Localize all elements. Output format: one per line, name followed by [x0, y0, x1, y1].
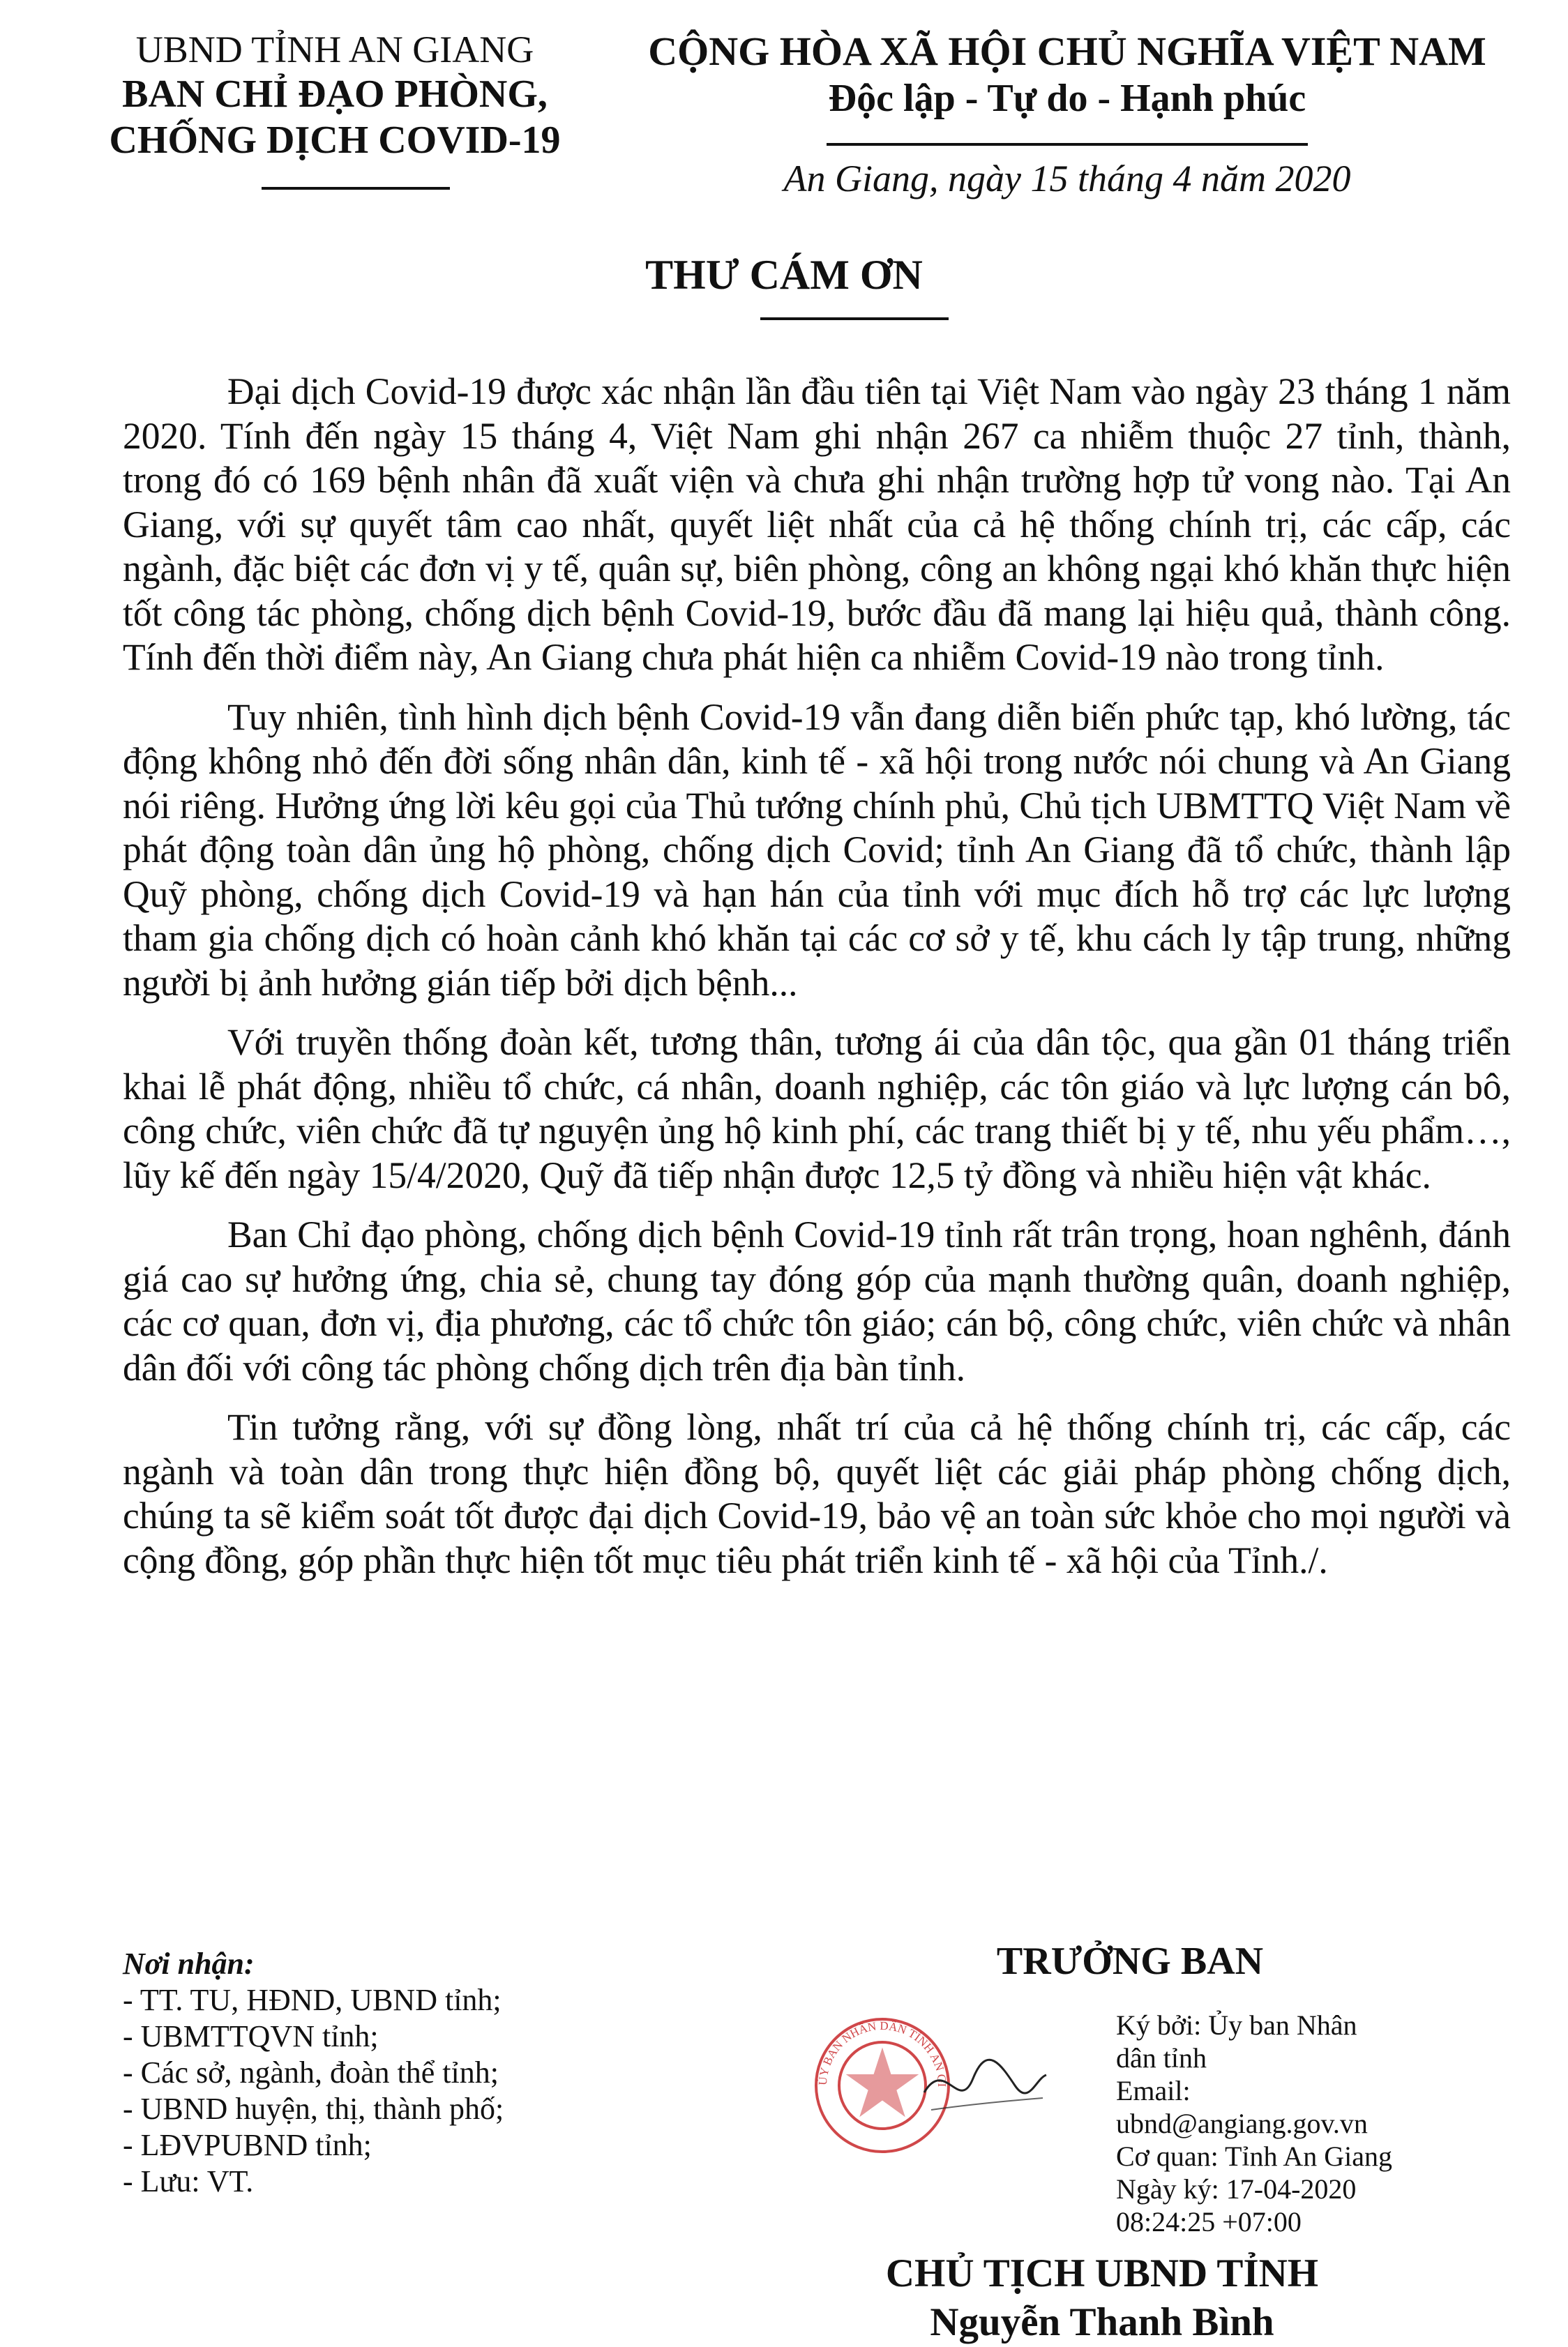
- sig-info-line: Ký bởi: Ủy ban Nhân: [1116, 2009, 1357, 2041]
- sig-info-line: Ngày ký: 17-04-2020: [1116, 2173, 1357, 2205]
- paragraph: Ban Chỉ đạo phòng, chống dịch bệnh Covid-19 tỉnh rất trân trọng, hoan nghênh, đánh giá cao sự hưởng ứng, chia sẻ, chung tay đóng góp của mạnh thường quân, doanh nghiệp, các cơ quan, đơn vị, địa phương, các tổ chức tôn giáo; cán bộ, công chức, viên chức và nhân dân đối với công tác phòng chống dịch trên địa bàn tỉnh.: [123, 1214, 1511, 1389]
- recipients-heading: Nơi nhận:: [123, 1947, 255, 1981]
- signer-role: TRƯỞNG BAN: [996, 1940, 1264, 1983]
- org-underline: [262, 187, 450, 190]
- national-header: [614, 28, 1521, 121]
- paragraph: Đại dịch Covid-19 được xác nhận lần đầu tiên tại Việt Nam vào ngày 23 tháng 1 năm 2020. Tính đến ngày 15 tháng 4, Việt Nam ghi nhận 267 ca nhiễm thuộc 27 tỉnh, thành, trong đó có 169 bệnh nhân đã xuất viện và chưa ghi nhận trường hợp tử vong nào. Tại An Giang, với sự quyết tâm cao nhất, quyết liệt nhất của cả hệ thống chính trị, các cấp, các ngành, đặc biệt các đơn vị y tế, quân sự, biên phòng, công an không ngại khó khăn thực hiện tốt công tác phòng, chống dịch bệnh Covid-19, bước đầu đã mang lại hiệu quả, thành công. Tính đến thời điểm này, An Giang chưa phát hiện ca nhiễm Covid-19 nào trong tỉnh.: [123, 370, 1511, 678]
- recipient-item: - TT. TU, HĐND, UBND tỉnh;: [123, 1983, 502, 2017]
- recipient-item: - Các sở, ngành, đoàn thể tỉnh;: [123, 2055, 499, 2090]
- recipients-block: [123, 1946, 751, 2200]
- recipient-item: - UBMTTQVN tỉnh;: [123, 2019, 379, 2053]
- document-date: An Giang, ngày 15 tháng 4 năm 2020: [783, 158, 1351, 199]
- letter-body: [123, 370, 1511, 1598]
- paragraph: Tuy nhiên, tình hình dịch bệnh Covid-19 vẫn đang diễn biến phức tạp, khó lường, tác động không nhỏ đến đời sống nhân dân, kinh tế - xã hội trong nước nói chung và An Giang nói riêng. Hưởng ứng lời kêu gọi của Thủ tướng chính phủ, Chủ tịch UBMTTQ Việt Nam về phát động toàn dân ủng hộ phòng, chống dịch Covid; tỉnh An Giang đã tổ chức, thành lập Quỹ phòng, chống dịch Covid-19 và hạn hán của tỉnh với mục đích hỗ trợ các lực lượng tham gia chống dịch có hoàn cảnh khó khăn tại các cơ sở y tế, khu cách ly tập trung, những người bị ảnh hưởng gián tiếp bởi dịch bệnh...: [123, 695, 1511, 1004]
- motto-underline: [827, 143, 1308, 146]
- org-line-3: CHỐNG DỊCH COVID-19: [109, 119, 561, 162]
- sig-info-line: Cơ quan: Tỉnh An Giang: [1116, 2141, 1392, 2172]
- sig-info-line: 08:24:25 +07:00: [1116, 2206, 1302, 2237]
- digital-signature-info: [1116, 2009, 1507, 2238]
- org-line-2: BAN CHỈ ĐẠO PHÒNG,: [122, 73, 548, 116]
- motto: Độc lập - Tự do - Hạnh phúc: [828, 77, 1306, 120]
- recipient-item: - LĐVPUBND tỉnh;: [123, 2128, 372, 2162]
- sig-info-line: ubnd@angiang.gov.vn: [1116, 2108, 1368, 2139]
- signer-name: Nguyễn Thanh Bình: [930, 2300, 1274, 2344]
- signer-block: [809, 2249, 1395, 2347]
- sig-info-line: dân tỉnh: [1116, 2042, 1207, 2074]
- title-underline: [760, 317, 949, 320]
- seal-stamp-icon: [806, 2009, 1057, 2169]
- signer-title: CHỦ TỊCH UBND TỈNH: [885, 2251, 1319, 2295]
- nation-name: CỘNG HÒA XÃ HỘI CHỦ NGHĨA VIỆT NAM: [648, 29, 1486, 74]
- recipient-item: - UBND huyện, thị, thành phố;: [123, 2092, 504, 2126]
- seal-text: ỦY BAN NHÂN DÂN TỈNH AN GI: [815, 2018, 949, 2088]
- recipient-item: - Lưu: VT.: [123, 2164, 254, 2198]
- paragraph: Tin tưởng rằng, với sự đồng lòng, nhất trí của cả hệ thống chính trị, các cấp, các ngành và toàn dân trong thực hiện đồng bộ, quyết liệt các giải pháp phòng chống dịch, chúng ta sẽ kiểm soát tốt được đại dịch Covid-19, bảo vệ an toàn sức khỏe cho mọi người và cộng đồng, góp phần thực hiện tốt mục tiêu phát triển kinh tế - xã hội của Tỉnh./.: [123, 1406, 1511, 1581]
- paragraph: Với truyền thống đoàn kết, tương thân, tương ái của dân tộc, qua gần 01 tháng triển khai lễ phát động, nhiều tổ chức, cá nhân, doanh nghiệp, các tôn giáo và lực lượng cán bô, công chức, viên chức đã tự nguyện ủng hộ kinh phí, các trang thiết bị y tế, nhu yếu phẩm…, lũy kế đến ngày 15/4/2020, Quỹ đã tiếp nhận được 12,5 tỷ đồng và nhiều hiện vật khác.: [123, 1021, 1511, 1196]
- sig-info-line: Email:: [1116, 2075, 1191, 2106]
- document-title: THƯ CÁM ƠN: [645, 252, 923, 298]
- official-seal: [806, 2009, 1057, 2169]
- org-line-1: UBND TỈNH AN GIANG: [135, 29, 534, 70]
- issuing-organization: [98, 28, 572, 163]
